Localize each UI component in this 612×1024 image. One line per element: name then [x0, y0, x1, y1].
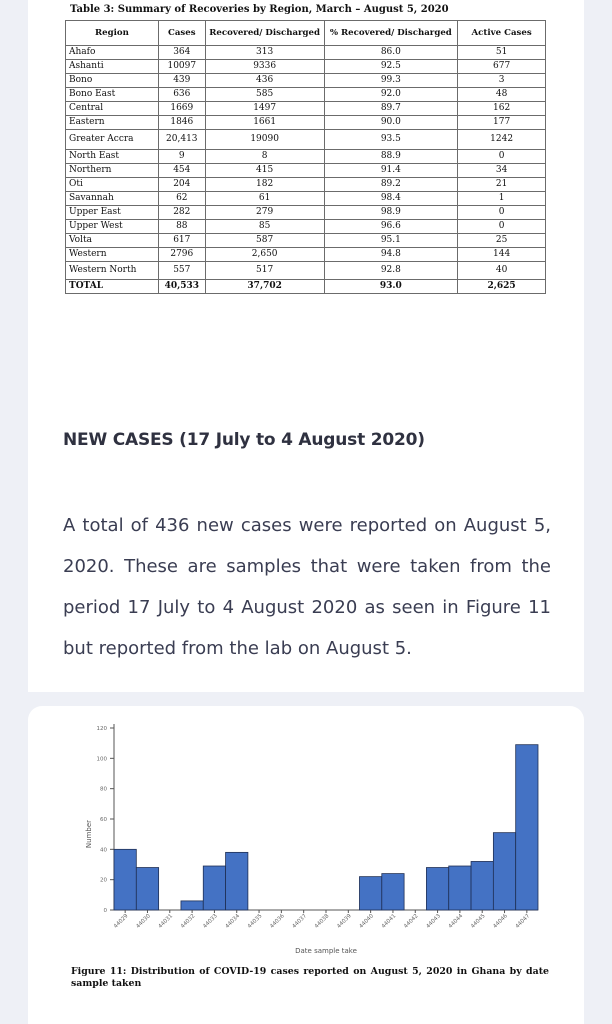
x-tick-label: 44046: [492, 913, 509, 930]
y-tick-label: 120: [96, 726, 107, 732]
table-row: [66, 164, 546, 178]
bar: [136, 868, 158, 910]
value-cell: 25: [458, 234, 546, 248]
value-cell: 98.4: [324, 192, 458, 206]
region-cell: Ashanti: [66, 60, 159, 74]
value-cell: 51: [458, 46, 546, 60]
value-cell: 3: [458, 74, 546, 88]
value-cell: 1497: [205, 102, 324, 116]
recoveries-table: [65, 20, 546, 294]
column-header: % Recovered/ Discharged: [324, 21, 458, 46]
x-tick-label: 44030: [135, 913, 152, 930]
table-row: [66, 60, 546, 74]
y-tick-label: 40: [100, 847, 107, 854]
region-cell: Oti: [66, 178, 159, 192]
value-cell: 439: [158, 74, 205, 88]
y-tick-label: 100: [96, 756, 107, 763]
table-row: [66, 130, 546, 150]
region-cell: Volta: [66, 234, 159, 248]
value-cell: 86.0: [324, 46, 458, 60]
region-cell: North East: [66, 150, 159, 164]
value-cell: 415: [205, 164, 324, 178]
value-cell: 557: [158, 262, 205, 280]
column-header: Cases: [158, 21, 205, 46]
x-tick-label: 44042: [403, 913, 420, 930]
x-tick-label: 44045: [470, 913, 487, 930]
value-cell: 585: [205, 88, 324, 102]
article-paragraph: A total of 436 new cases were reported on August 5, 2020. These are samples that were taken from the period 17 July to 4 August 2020 as seen in Figure 11 but reported from the lab on August 5.: [63, 515, 551, 659]
value-cell: 1669: [158, 102, 205, 116]
region-cell: Northern: [66, 164, 159, 178]
region-cell: Bono East: [66, 88, 159, 102]
y-tick-label: 0: [103, 908, 107, 914]
table-row: [66, 150, 546, 164]
table-row: [66, 178, 546, 192]
total-label: TOTAL: [66, 280, 159, 294]
x-tick-label: 44039: [336, 913, 353, 930]
value-cell: 1: [458, 192, 546, 206]
value-cell: 99.3: [324, 74, 458, 88]
value-cell: 48: [458, 88, 546, 102]
total-value: 2,625: [458, 280, 546, 294]
section-heading: NEW CASES (17 July to 4 August 2020): [63, 430, 425, 450]
region-cell: Savannah: [66, 192, 159, 206]
table-row: [66, 74, 546, 88]
value-cell: 91.4: [324, 164, 458, 178]
value-cell: 8: [205, 150, 324, 164]
table-row: [66, 46, 546, 60]
value-cell: 88: [158, 220, 205, 234]
column-header: Active Cases: [458, 21, 546, 46]
value-cell: 90.0: [324, 116, 458, 130]
column-header: Region: [66, 21, 159, 46]
y-axis-title: Number: [85, 819, 93, 849]
region-cell: Western North: [66, 262, 159, 280]
value-cell: 436: [205, 74, 324, 88]
value-cell: 2,650: [205, 248, 324, 262]
y-tick-label: 60: [100, 817, 107, 823]
value-cell: 92.0: [324, 88, 458, 102]
table-row: [66, 116, 546, 130]
table-total-row: [66, 280, 546, 294]
total-value: 93.0: [324, 280, 458, 294]
region-cell: Bono: [66, 74, 159, 88]
bar: [382, 874, 404, 910]
value-cell: 62: [158, 192, 205, 206]
table-header-row: [66, 21, 546, 46]
table-row: [66, 88, 546, 102]
table-caption: Table 3: Summary of Recoveries by Region, March – August 5, 2020: [70, 4, 449, 15]
column-header: Recovered/ Discharged: [205, 21, 324, 46]
bar: [203, 866, 225, 910]
y-tick-label: 20: [100, 877, 107, 884]
value-cell: 92.5: [324, 60, 458, 74]
value-cell: 0: [458, 206, 546, 220]
value-cell: 10097: [158, 60, 205, 74]
bar: [516, 745, 538, 910]
value-cell: 313: [205, 46, 324, 60]
region-cell: Ahafo: [66, 46, 159, 60]
value-cell: 204: [158, 178, 205, 192]
total-value: 40,533: [158, 280, 205, 294]
x-tick-label: 44032: [179, 913, 197, 930]
value-cell: 636: [158, 88, 205, 102]
x-tick-label: 44031: [157, 913, 175, 930]
value-cell: 0: [458, 150, 546, 164]
figure-caption: Figure 11: Distribution of COVID-19 cases reported on August 5, 2020 in Ghana by date sample taken: [71, 966, 549, 989]
value-cell: 20,413: [158, 130, 205, 150]
region-cell: Central: [66, 102, 159, 116]
x-tick-label: 44038: [313, 913, 331, 930]
table-row: [66, 234, 546, 248]
bar: [493, 833, 515, 910]
bar: [181, 901, 203, 910]
value-cell: 19090: [205, 130, 324, 150]
value-cell: 40: [458, 262, 546, 280]
bar-chart: [64, 712, 544, 962]
table-row: [66, 248, 546, 262]
value-cell: 144: [458, 248, 546, 262]
x-tick-label: 44034: [224, 913, 242, 930]
table-row: [66, 262, 546, 280]
bar: [471, 861, 493, 910]
x-tick-label: 44043: [425, 913, 442, 930]
region-cell: Upper East: [66, 206, 159, 220]
table-row: [66, 192, 546, 206]
value-cell: 92.8: [324, 262, 458, 280]
value-cell: 61: [205, 192, 324, 206]
table-row: [66, 102, 546, 116]
x-tick-label: 44033: [202, 913, 219, 930]
value-cell: 95.1: [324, 234, 458, 248]
x-tick-label: 44036: [269, 913, 286, 930]
value-cell: 2796: [158, 248, 205, 262]
bar: [426, 868, 448, 910]
bar: [114, 849, 136, 910]
value-cell: 96.6: [324, 220, 458, 234]
value-cell: 617: [158, 234, 205, 248]
table-body: [66, 46, 546, 294]
value-cell: 587: [205, 234, 324, 248]
value-cell: 364: [158, 46, 205, 60]
x-tick-label: 44029: [112, 913, 130, 930]
value-cell: 1846: [158, 116, 205, 130]
region-cell: Eastern: [66, 116, 159, 130]
value-cell: 85: [205, 220, 324, 234]
value-cell: 89.7: [324, 102, 458, 116]
total-value: 37,702: [205, 280, 324, 294]
table-row: [66, 220, 546, 234]
value-cell: 94.8: [324, 248, 458, 262]
value-cell: 177: [458, 116, 546, 130]
value-cell: 9: [158, 150, 205, 164]
y-tick-label: 80: [100, 786, 107, 793]
value-cell: 677: [458, 60, 546, 74]
value-cell: 88.9: [324, 150, 458, 164]
value-cell: 1242: [458, 130, 546, 150]
value-cell: 9336: [205, 60, 324, 74]
value-cell: 89.2: [324, 178, 458, 192]
value-cell: 454: [158, 164, 205, 178]
value-cell: 162: [458, 102, 546, 116]
x-tick-label: 44044: [447, 913, 465, 930]
x-axis-title: Date sample take: [295, 947, 357, 955]
x-tick-label: 44035: [246, 913, 264, 930]
x-tick-label: 44037: [291, 913, 309, 930]
region-cell: Greater Accra: [66, 130, 159, 150]
bar: [359, 877, 381, 910]
value-cell: 93.5: [324, 130, 458, 150]
x-tick-label: 44041: [380, 913, 398, 930]
value-cell: 21: [458, 178, 546, 192]
value-cell: 182: [205, 178, 324, 192]
x-tick-label: 44040: [358, 913, 376, 930]
value-cell: 1661: [205, 116, 324, 130]
region-cell: Western: [66, 248, 159, 262]
bar: [226, 852, 248, 910]
value-cell: 34: [458, 164, 546, 178]
value-cell: 279: [205, 206, 324, 220]
value-cell: 282: [158, 206, 205, 220]
table-row: [66, 206, 546, 220]
bar: [449, 866, 471, 910]
value-cell: 0: [458, 220, 546, 234]
x-tick-label: 44047: [514, 913, 532, 930]
value-cell: 517: [205, 262, 324, 280]
value-cell: 98.9: [324, 206, 458, 220]
region-cell: Upper West: [66, 220, 159, 234]
